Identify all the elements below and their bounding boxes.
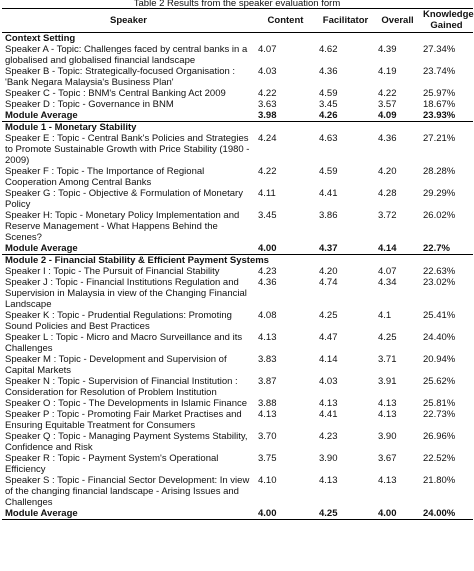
- table-row: [2, 210, 473, 243]
- speaker-topic-cell: Speaker D : Topic - Governance in BNM: [5, 99, 174, 110]
- module-average-label: Module Average: [2, 110, 255, 122]
- facilitator-score-cell: 4.41: [319, 409, 338, 420]
- speaker-topic-cell: Speaker R : Topic - Payment System's Operational Efficiency: [5, 453, 219, 475]
- section-header-row: [2, 255, 473, 267]
- table-row: [2, 277, 473, 310]
- content-score-cell: 4.13: [258, 409, 277, 420]
- overall-score-cell: 4.28: [378, 188, 397, 199]
- overall-score-cell: 3.91: [378, 376, 397, 387]
- facilitator-score-cell: 4.36: [319, 66, 338, 77]
- overall-score-cell: 3.57: [378, 99, 397, 110]
- table-row: [2, 453, 473, 475]
- header-facilitator: Facilitator: [322, 14, 369, 26]
- average-content-cell: 4.00: [255, 243, 316, 255]
- average-overall-cell: 4.09: [375, 110, 420, 122]
- knowledge-gained-cell: 23.02%: [423, 277, 456, 288]
- speaker-topic-cell: Speaker E : Topic - Central Bank's Policies and Strategies to Promote Sustainable Growth with Price Stability (1980 - 2009): [5, 133, 250, 166]
- content-score-cell: 4.13: [258, 332, 277, 343]
- speaker-topic-cell: Speaker H: Topic - Monetary Policy Implementation and Reserve Management - What Happens Behind the Scenes?: [5, 210, 240, 243]
- section-title: Module 2 - Financial Stability & Efficient Payment Systems: [2, 255, 473, 267]
- average-content-cell: 3.98: [255, 110, 316, 122]
- facilitator-score-cell: 4.23: [319, 431, 338, 442]
- overall-score-cell: 4.1: [378, 310, 392, 321]
- average-knowledge-cell: 23.93%: [420, 110, 473, 122]
- content-score-cell: 3.75: [258, 453, 277, 464]
- table-row: [2, 354, 473, 376]
- overall-score-cell: 4.13: [378, 398, 397, 409]
- overall-score-cell: 4.39: [378, 44, 397, 55]
- speaker-topic-cell: Speaker Q : Topic - Managing Payment Systems Stability, Confidence and Risk: [5, 431, 248, 453]
- content-score-cell: 4.22: [258, 166, 277, 177]
- facilitator-score-cell: 4.03: [319, 376, 338, 387]
- speaker-topic-cell: Speaker M : Topic - Development and Supervision of Capital Markets: [5, 354, 227, 376]
- overall-score-cell: 3.67: [378, 453, 397, 464]
- table-row: [2, 99, 473, 110]
- overall-score-cell: 4.13: [378, 475, 397, 486]
- knowledge-gained-cell: 22.73%: [423, 409, 456, 420]
- overall-score-cell: 4.34: [378, 277, 397, 288]
- overall-score-cell: 3.90: [378, 431, 397, 442]
- knowledge-gained-cell: 27.21%: [423, 133, 456, 144]
- average-knowledge-cell: 22.7%: [420, 243, 473, 255]
- speaker-topic-cell: Speaker C - Topic : BNM's Central Banking Act 2009: [5, 88, 226, 99]
- content-score-cell: 3.45: [258, 210, 277, 221]
- facilitator-score-cell: 4.74: [319, 277, 338, 288]
- section-title: Module 1 - Monetary Stability: [2, 122, 473, 134]
- speaker-topic-cell: Speaker N : Topic - Supervision of Financial Institution : Consideration for Resolution of Problem Institution: [5, 376, 238, 398]
- table-row: [2, 332, 473, 354]
- overall-score-cell: 4.36: [378, 133, 397, 144]
- knowledge-gained-cell: 21.80%: [423, 475, 456, 486]
- knowledge-gained-cell: 27.34%: [423, 44, 456, 55]
- content-score-cell: 3.70: [258, 431, 277, 442]
- average-knowledge-cell: 24.00%: [420, 508, 473, 520]
- speaker-topic-cell: Speaker A - Topic: Challenges faced by central banks in a globalised and globalised financial landscape: [5, 44, 248, 66]
- content-score-cell: 3.63: [258, 99, 277, 110]
- table-row: [2, 475, 473, 508]
- content-score-cell: 3.88: [258, 398, 277, 409]
- facilitator-score-cell: 4.20: [319, 266, 338, 277]
- content-score-cell: 4.24: [258, 133, 277, 144]
- facilitator-score-cell: 4.47: [319, 332, 338, 343]
- section-title: Context Setting: [2, 33, 473, 45]
- speaker-topic-cell: Speaker B - Topic: Strategically-focused Organisation : 'Bank Negara Malaysia's Business Plan': [5, 66, 236, 88]
- speaker-topic-cell: Speaker K : Topic - Prudential Regulations: Promoting Sound Policies and Best Practices: [5, 310, 232, 332]
- facilitator-score-cell: 4.59: [319, 166, 338, 177]
- content-score-cell: 4.11: [258, 188, 276, 199]
- table-row: [2, 376, 473, 398]
- table-row: [2, 66, 473, 88]
- facilitator-score-cell: 3.90: [319, 453, 338, 464]
- speaker-topic-cell: Speaker I : Topic - The Pursuit of Financial Stability: [5, 266, 220, 277]
- average-overall-cell: 4.14: [375, 243, 420, 255]
- knowledge-gained-cell: 22.52%: [423, 453, 456, 464]
- average-facilitator-cell: 4.37: [316, 243, 375, 255]
- knowledge-gained-cell: 25.41%: [423, 310, 456, 321]
- table-row: [2, 188, 473, 210]
- section-header-row: [2, 122, 473, 134]
- content-score-cell: 4.22: [258, 88, 277, 99]
- average-content-cell: 4.00: [255, 508, 316, 520]
- knowledge-gained-cell: 26.96%: [423, 431, 456, 442]
- knowledge-gained-cell: 22.63%: [423, 266, 456, 277]
- knowledge-gained-cell: 25.81%: [423, 398, 456, 409]
- speaker-topic-cell: Speaker G : Topic - Objective & Formulation of Monetary Policy: [5, 188, 243, 210]
- table-row: [2, 266, 473, 277]
- table-row: [2, 431, 473, 453]
- knowledge-gained-cell: 18.67%: [423, 99, 456, 110]
- content-score-cell: 4.36: [258, 277, 277, 288]
- content-score-cell: 4.23: [258, 266, 277, 277]
- content-score-cell: 4.10: [258, 475, 277, 486]
- header-speaker: Speaker: [110, 14, 147, 26]
- header-overall: Overall: [381, 14, 414, 26]
- facilitator-score-cell: 3.45: [319, 99, 338, 110]
- header-knowledge-gained: Knowledge Gained: [423, 9, 474, 31]
- facilitator-score-cell: 4.63: [319, 133, 338, 144]
- facilitator-score-cell: 4.59: [319, 88, 338, 99]
- table-row: [2, 133, 473, 166]
- table-row: [2, 310, 473, 332]
- facilitator-score-cell: 4.13: [319, 475, 338, 486]
- table-row: [2, 44, 473, 66]
- module-average-row: [2, 243, 473, 255]
- module-average-row: [2, 508, 473, 520]
- knowledge-gained-cell: 28.28%: [423, 166, 456, 177]
- facilitator-score-cell: 4.25: [319, 310, 338, 321]
- header-content: Content: [267, 14, 304, 26]
- table-body: [2, 33, 473, 520]
- section-header-row: [2, 33, 473, 45]
- speaker-topic-cell: Speaker L : Topic - Micro and Macro Surveillance and its Challenges: [5, 332, 243, 354]
- speaker-topic-cell: Speaker O : Topic - The Developments in Islamic Finance: [5, 398, 248, 409]
- table-row: [2, 409, 473, 431]
- facilitator-score-cell: 4.13: [319, 398, 338, 409]
- overall-score-cell: 3.72: [378, 210, 397, 221]
- table-caption: Table 2 Results from the speaker evaluation form: [133, 0, 341, 9]
- module-average-label: Module Average: [2, 508, 255, 520]
- speaker-topic-cell: Speaker P : Topic - Promoting Fair Market Practises and Ensuring Equitable Treatment for Consumers: [5, 409, 242, 431]
- table-header-row: [2, 9, 473, 33]
- knowledge-gained-cell: 25.97%: [423, 88, 456, 99]
- knowledge-gained-cell: 25.62%: [423, 376, 456, 387]
- content-score-cell: 4.08: [258, 310, 277, 321]
- average-facilitator-cell: 4.26: [316, 110, 375, 122]
- knowledge-gained-cell: 29.29%: [423, 188, 456, 199]
- average-overall-cell: 4.00: [375, 508, 420, 520]
- speaker-topic-cell: Speaker J : Topic - Financial Institutions Regulation and Supervision in Malaysia in view of the Changing Financial Landscape: [5, 277, 247, 310]
- module-average-label: Module Average: [2, 243, 255, 255]
- speaker-topic-cell: Speaker S : Topic - Financial Sector Development: In view of the changing financial landscape - Arising Issues and Challenges: [5, 475, 250, 508]
- speaker-topic-cell: Speaker F : Topic - The Importance of Regional Cooperation Among Central Banks: [5, 166, 205, 188]
- table-row: [2, 88, 473, 99]
- facilitator-score-cell: 3.86: [319, 210, 338, 221]
- knowledge-gained-cell: 24.40%: [423, 332, 456, 343]
- facilitator-score-cell: 4.14: [319, 354, 338, 365]
- overall-score-cell: 4.25: [378, 332, 397, 343]
- module-average-row: [2, 110, 473, 122]
- overall-score-cell: 4.07: [378, 266, 397, 277]
- content-score-cell: 4.03: [258, 66, 277, 77]
- overall-score-cell: 4.22: [378, 88, 397, 99]
- overall-score-cell: 4.20: [378, 166, 397, 177]
- table-row: [2, 398, 473, 409]
- knowledge-gained-cell: 23.74%: [423, 66, 456, 77]
- overall-score-cell: 4.19: [378, 66, 397, 77]
- overall-score-cell: 3.71: [378, 354, 397, 365]
- overall-score-cell: 4.13: [378, 409, 397, 420]
- knowledge-gained-cell: 26.02%: [423, 210, 456, 221]
- facilitator-score-cell: 4.41: [319, 188, 338, 199]
- content-score-cell: 4.07: [258, 44, 277, 55]
- speaker-evaluation-table: [2, 8, 473, 520]
- facilitator-score-cell: 4.62: [319, 44, 338, 55]
- content-score-cell: 3.87: [258, 376, 277, 387]
- average-facilitator-cell: 4.25: [316, 508, 375, 520]
- content-score-cell: 3.83: [258, 354, 277, 365]
- knowledge-gained-cell: 20.94%: [423, 354, 456, 365]
- table-row: [2, 166, 473, 188]
